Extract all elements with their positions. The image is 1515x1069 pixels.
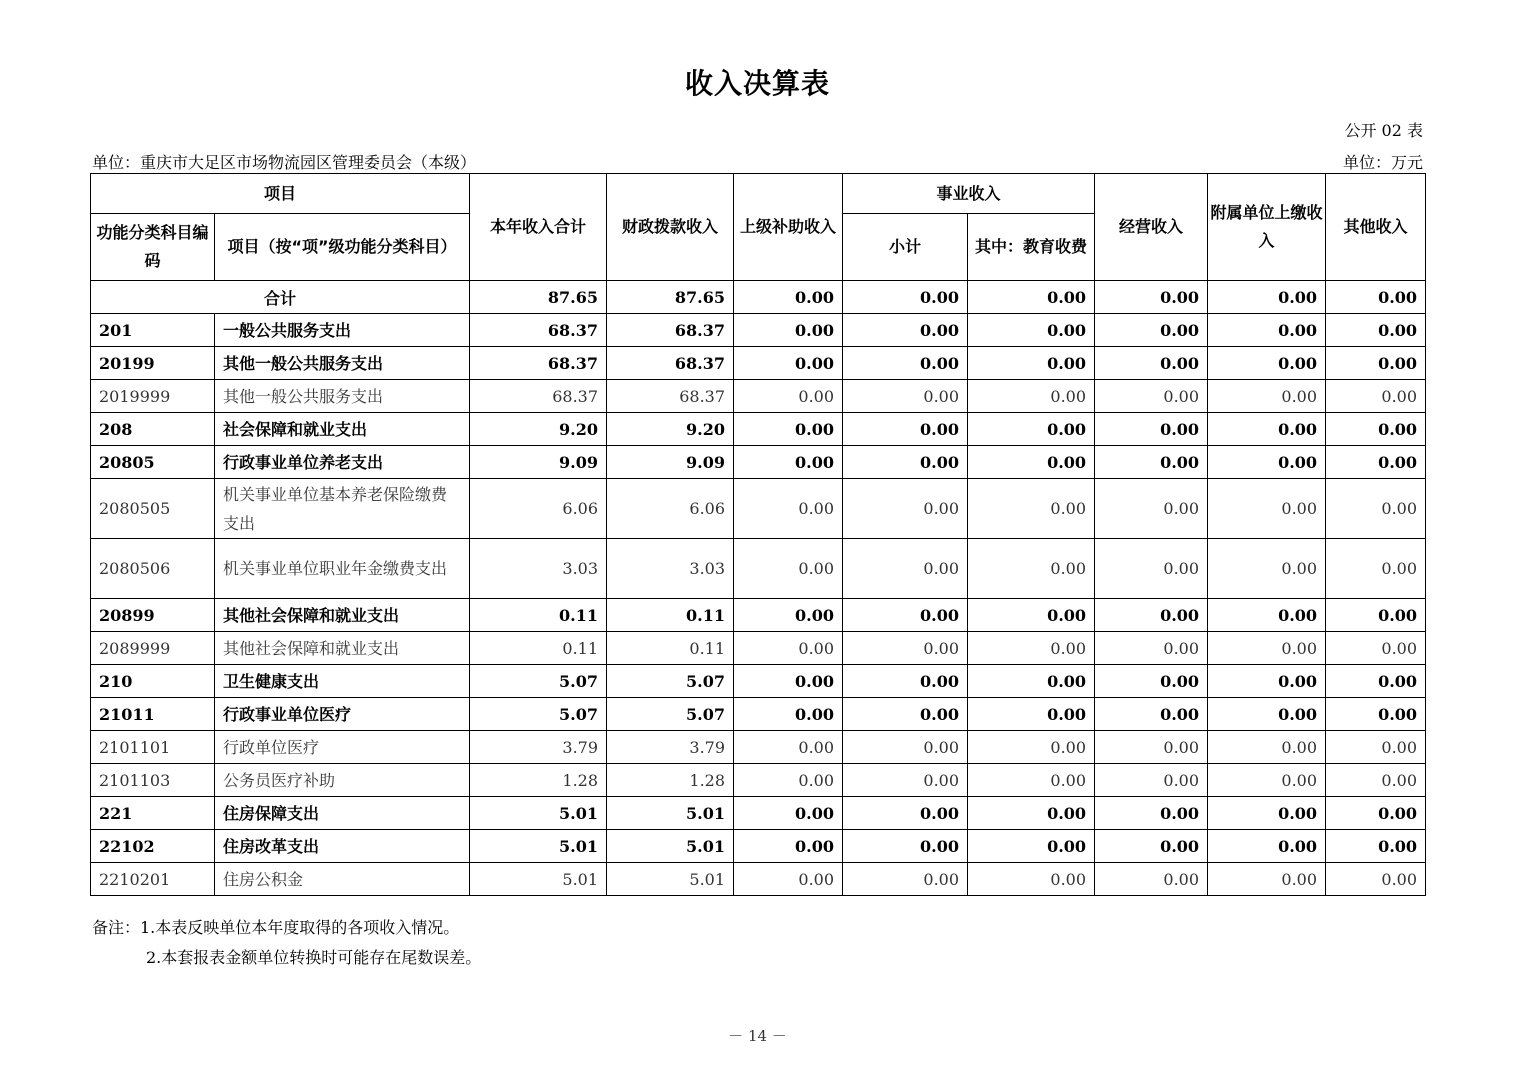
amount-cell: 0.00 bbox=[1095, 863, 1208, 896]
item-name-cell: 行政单位医疗 bbox=[215, 731, 470, 764]
amount-cell: 0.00 bbox=[1095, 380, 1208, 413]
amount-cell: 9.20 bbox=[470, 413, 607, 446]
amount-cell: 5.01 bbox=[607, 863, 734, 896]
amount-cell: 0.00 bbox=[734, 863, 843, 896]
unit-currency: 单位：万元 bbox=[1342, 153, 1423, 172]
amount-cell: 9.20 bbox=[607, 413, 734, 446]
amount-cell: 0.00 bbox=[1095, 347, 1208, 380]
amount-cell: 0.00 bbox=[968, 665, 1095, 698]
amount-cell: 0.00 bbox=[1208, 863, 1326, 896]
amount-cell: 0.00 bbox=[734, 830, 843, 863]
total-value: 0.00 bbox=[968, 281, 1095, 314]
table-row bbox=[91, 347, 1426, 380]
amount-cell: 0.00 bbox=[1208, 797, 1326, 830]
amount-cell: 0.00 bbox=[968, 347, 1095, 380]
amount-cell: 0.00 bbox=[1208, 380, 1326, 413]
total-value: 87.65 bbox=[607, 281, 734, 314]
table-row bbox=[91, 797, 1426, 830]
amount-cell: 0.00 bbox=[968, 731, 1095, 764]
item-name-cell: 其他社会保障和就业支出 bbox=[215, 599, 470, 632]
function-code-cell: 2101103 bbox=[91, 764, 215, 797]
amount-cell: 0.00 bbox=[1208, 665, 1326, 698]
function-code-cell: 20199 bbox=[91, 347, 215, 380]
amount-cell: 0.00 bbox=[1326, 314, 1426, 347]
amount-cell: 3.03 bbox=[607, 539, 734, 599]
function-code-cell: 20805 bbox=[91, 446, 215, 479]
amount-cell: 0.00 bbox=[843, 314, 968, 347]
function-code-cell: 2089999 bbox=[91, 632, 215, 665]
item-name-cell: 公务员医疗补助 bbox=[215, 764, 470, 797]
table-row bbox=[91, 314, 1426, 347]
amount-cell: 0.00 bbox=[1208, 479, 1326, 539]
amount-cell: 0.00 bbox=[1326, 764, 1426, 797]
amount-cell: 0.00 bbox=[734, 599, 843, 632]
amount-cell: 0.00 bbox=[968, 380, 1095, 413]
amount-cell: 0.00 bbox=[1326, 347, 1426, 380]
amount-cell: 6.06 bbox=[470, 479, 607, 539]
amount-cell: 0.00 bbox=[1208, 698, 1326, 731]
amount-cell: 0.00 bbox=[843, 797, 968, 830]
notes bbox=[92, 913, 481, 973]
amount-cell: 0.00 bbox=[843, 446, 968, 479]
amount-cell: 0.00 bbox=[1326, 698, 1426, 731]
function-code-cell: 2019999 bbox=[91, 380, 215, 413]
function-code-cell: 2080506 bbox=[91, 539, 215, 599]
item-name-cell: 行政事业单位医疗 bbox=[215, 698, 470, 731]
page-title: 收入决算表 bbox=[684, 67, 830, 100]
function-code-cell: 2101101 bbox=[91, 731, 215, 764]
amount-cell: 68.37 bbox=[470, 380, 607, 413]
amount-cell: 5.01 bbox=[607, 797, 734, 830]
form-number: 公开 02 表 bbox=[1344, 121, 1423, 140]
amount-cell: 0.00 bbox=[734, 446, 843, 479]
table-row bbox=[91, 863, 1426, 896]
income-final-accounts-table bbox=[90, 173, 1426, 896]
amount-cell: 0.00 bbox=[1095, 599, 1208, 632]
total-value: 0.00 bbox=[843, 281, 968, 314]
amount-cell: 0.00 bbox=[1095, 446, 1208, 479]
amount-cell: 0.00 bbox=[968, 797, 1095, 830]
amount-cell: 0.00 bbox=[1095, 632, 1208, 665]
amount-cell: 0.11 bbox=[607, 632, 734, 665]
amount-cell: 0.00 bbox=[843, 380, 968, 413]
amount-cell: 0.00 bbox=[968, 413, 1095, 446]
amount-cell: 9.09 bbox=[470, 446, 607, 479]
amount-cell: 0.00 bbox=[1095, 698, 1208, 731]
amount-cell: 5.07 bbox=[470, 698, 607, 731]
amount-cell: 5.01 bbox=[470, 830, 607, 863]
table-row bbox=[91, 764, 1426, 797]
amount-cell: 0.00 bbox=[1095, 764, 1208, 797]
amount-cell: 0.00 bbox=[1326, 797, 1426, 830]
amount-cell: 0.00 bbox=[1326, 665, 1426, 698]
amount-cell: 3.79 bbox=[470, 731, 607, 764]
amount-cell: 68.37 bbox=[607, 347, 734, 380]
total-value: 0.00 bbox=[1208, 281, 1326, 314]
table-row bbox=[91, 413, 1426, 446]
amount-cell: 0.00 bbox=[734, 539, 843, 599]
amount-cell: 1.28 bbox=[607, 764, 734, 797]
amount-cell: 0.11 bbox=[470, 632, 607, 665]
total-value: 0.00 bbox=[1095, 281, 1208, 314]
amount-cell: 0.00 bbox=[1208, 632, 1326, 665]
amount-cell: 0.00 bbox=[734, 698, 843, 731]
amount-cell: 0.00 bbox=[1326, 380, 1426, 413]
amount-cell: 0.00 bbox=[1208, 599, 1326, 632]
amount-cell: 0.00 bbox=[734, 632, 843, 665]
amount-cell: 0.00 bbox=[843, 413, 968, 446]
header-fiscal-appropriation: 财政拨款收入 bbox=[607, 174, 734, 281]
header-project: 项目 bbox=[91, 174, 470, 214]
item-name-cell: 机关事业单位基本养老保险缴费支出 bbox=[215, 479, 470, 539]
item-name-cell: 住房改革支出 bbox=[215, 830, 470, 863]
item-name-cell: 一般公共服务支出 bbox=[215, 314, 470, 347]
amount-cell: 5.07 bbox=[470, 665, 607, 698]
amount-cell: 0.00 bbox=[1208, 830, 1326, 863]
amount-cell: 0.00 bbox=[734, 479, 843, 539]
amount-cell: 0.00 bbox=[734, 764, 843, 797]
amount-cell: 5.01 bbox=[470, 863, 607, 896]
amount-cell: 0.00 bbox=[734, 413, 843, 446]
amount-cell: 5.01 bbox=[607, 830, 734, 863]
amount-cell: 0.00 bbox=[968, 764, 1095, 797]
header-item-name: 项目（按“项”级功能分类科目） bbox=[215, 214, 470, 281]
function-code-cell: 210 bbox=[91, 665, 215, 698]
function-code-cell: 2210201 bbox=[91, 863, 215, 896]
page-number: － 14 － bbox=[728, 1027, 787, 1045]
header-other-income: 其他收入 bbox=[1326, 174, 1426, 281]
amount-cell: 0.00 bbox=[968, 830, 1095, 863]
amount-cell: 0.00 bbox=[843, 731, 968, 764]
amount-cell: 0.00 bbox=[1095, 539, 1208, 599]
note-line-2: 2.本套报表金额单位转换时可能存在尾数误差。 bbox=[146, 948, 482, 967]
amount-cell: 0.00 bbox=[843, 665, 968, 698]
amount-cell: 0.00 bbox=[1095, 314, 1208, 347]
header-superior-subsidy: 上级补助收入 bbox=[734, 174, 843, 281]
amount-cell: 0.00 bbox=[1326, 599, 1426, 632]
function-code-cell: 21011 bbox=[91, 698, 215, 731]
amount-cell: 0.00 bbox=[1326, 731, 1426, 764]
item-name-cell: 机关事业单位职业年金缴费支出 bbox=[215, 539, 470, 599]
header-function-code: 功能分类科目编码 bbox=[91, 214, 215, 281]
amount-cell: 0.00 bbox=[1095, 830, 1208, 863]
amount-cell: 0.00 bbox=[1208, 731, 1326, 764]
amount-cell: 68.37 bbox=[607, 380, 734, 413]
amount-cell: 0.00 bbox=[1326, 632, 1426, 665]
amount-cell: 0.00 bbox=[1208, 314, 1326, 347]
amount-cell: 5.01 bbox=[470, 797, 607, 830]
table-row bbox=[91, 665, 1426, 698]
amount-cell: 3.79 bbox=[607, 731, 734, 764]
amount-cell: 1.28 bbox=[470, 764, 607, 797]
amount-cell: 0.00 bbox=[1095, 665, 1208, 698]
amount-cell: 0.00 bbox=[968, 599, 1095, 632]
total-value: 87.65 bbox=[470, 281, 607, 314]
note-line-1: 备注：1.本表反映单位本年度取得的各项收入情况。 bbox=[92, 918, 460, 937]
item-name-cell: 其他一般公共服务支出 bbox=[215, 380, 470, 413]
amount-cell: 0.00 bbox=[734, 380, 843, 413]
function-code-cell: 2080505 bbox=[91, 479, 215, 539]
amount-cell: 0.00 bbox=[843, 599, 968, 632]
amount-cell: 0.00 bbox=[1208, 413, 1326, 446]
table-row bbox=[91, 731, 1426, 764]
header-career-income: 事业收入 bbox=[843, 174, 1095, 214]
amount-cell: 0.00 bbox=[1326, 446, 1426, 479]
table-row bbox=[91, 446, 1426, 479]
table-row bbox=[91, 632, 1426, 665]
amount-cell: 5.07 bbox=[607, 698, 734, 731]
amount-cell: 0.00 bbox=[843, 479, 968, 539]
function-code-cell: 221 bbox=[91, 797, 215, 830]
amount-cell: 0.00 bbox=[843, 539, 968, 599]
total-row bbox=[91, 281, 1426, 314]
item-name-cell: 住房公积金 bbox=[215, 863, 470, 896]
item-name-cell: 其他一般公共服务支出 bbox=[215, 347, 470, 380]
amount-cell: 0.00 bbox=[1095, 797, 1208, 830]
amount-cell: 5.07 bbox=[607, 665, 734, 698]
amount-cell: 3.03 bbox=[470, 539, 607, 599]
amount-cell: 0.00 bbox=[1326, 830, 1426, 863]
amount-cell: 0.00 bbox=[968, 863, 1095, 896]
total-value: 0.00 bbox=[734, 281, 843, 314]
amount-cell: 0.00 bbox=[968, 632, 1095, 665]
amount-cell: 0.00 bbox=[843, 347, 968, 380]
item-name-cell: 社会保障和就业支出 bbox=[215, 413, 470, 446]
total-label: 合计 bbox=[91, 281, 470, 314]
amount-cell: 0.00 bbox=[843, 863, 968, 896]
function-code-cell: 201 bbox=[91, 314, 215, 347]
amount-cell: 68.37 bbox=[607, 314, 734, 347]
amount-cell: 0.00 bbox=[734, 347, 843, 380]
amount-cell: 0.00 bbox=[968, 698, 1095, 731]
amount-cell: 0.00 bbox=[1208, 539, 1326, 599]
amount-cell: 0.00 bbox=[1095, 479, 1208, 539]
amount-cell: 0.00 bbox=[734, 665, 843, 698]
header-total-income: 本年收入合计 bbox=[470, 174, 607, 281]
amount-cell: 0.00 bbox=[1326, 863, 1426, 896]
amount-cell: 0.00 bbox=[968, 479, 1095, 539]
amount-cell: 0.00 bbox=[968, 446, 1095, 479]
item-name-cell: 其他社会保障和就业支出 bbox=[215, 632, 470, 665]
amount-cell: 0.00 bbox=[968, 539, 1095, 599]
table-row bbox=[91, 380, 1426, 413]
amount-cell: 0.00 bbox=[1326, 479, 1426, 539]
amount-cell: 0.00 bbox=[843, 830, 968, 863]
table-row bbox=[91, 599, 1426, 632]
amount-cell: 0.00 bbox=[734, 731, 843, 764]
amount-cell: 0.00 bbox=[843, 764, 968, 797]
amount-cell: 0.00 bbox=[1095, 731, 1208, 764]
amount-cell: 0.11 bbox=[470, 599, 607, 632]
amount-cell: 0.11 bbox=[607, 599, 734, 632]
header-career-subtotal: 小计 bbox=[843, 214, 968, 281]
amount-cell: 0.00 bbox=[1208, 347, 1326, 380]
amount-cell: 68.37 bbox=[470, 347, 607, 380]
unit-organization: 单位：重庆市大足区市场物流园区管理委员会（本级） bbox=[92, 153, 477, 172]
amount-cell: 0.00 bbox=[1208, 764, 1326, 797]
item-name-cell: 卫生健康支出 bbox=[215, 665, 470, 698]
amount-cell: 0.00 bbox=[734, 314, 843, 347]
table-row bbox=[91, 698, 1426, 731]
header-business-income: 经营收入 bbox=[1095, 174, 1208, 281]
amount-cell: 68.37 bbox=[470, 314, 607, 347]
function-code-cell: 22102 bbox=[91, 830, 215, 863]
header-education-fees: 其中：教育收费 bbox=[968, 214, 1095, 281]
amount-cell: 0.00 bbox=[1208, 446, 1326, 479]
header-affiliate-income: 附属单位上缴收入 bbox=[1208, 174, 1326, 281]
amount-cell: 0.00 bbox=[1326, 413, 1426, 446]
amount-cell: 0.00 bbox=[734, 797, 843, 830]
amount-cell: 6.06 bbox=[607, 479, 734, 539]
table-row bbox=[91, 479, 1426, 539]
amount-cell: 0.00 bbox=[843, 698, 968, 731]
amount-cell: 9.09 bbox=[607, 446, 734, 479]
function-code-cell: 20899 bbox=[91, 599, 215, 632]
item-name-cell: 行政事业单位养老支出 bbox=[215, 446, 470, 479]
amount-cell: 0.00 bbox=[843, 632, 968, 665]
amount-cell: 0.00 bbox=[1326, 539, 1426, 599]
total-value: 0.00 bbox=[1326, 281, 1426, 314]
item-name-cell: 住房保障支出 bbox=[215, 797, 470, 830]
table-row bbox=[91, 539, 1426, 599]
amount-cell: 0.00 bbox=[1095, 413, 1208, 446]
function-code-cell: 208 bbox=[91, 413, 215, 446]
table-row bbox=[91, 830, 1426, 863]
amount-cell: 0.00 bbox=[968, 314, 1095, 347]
